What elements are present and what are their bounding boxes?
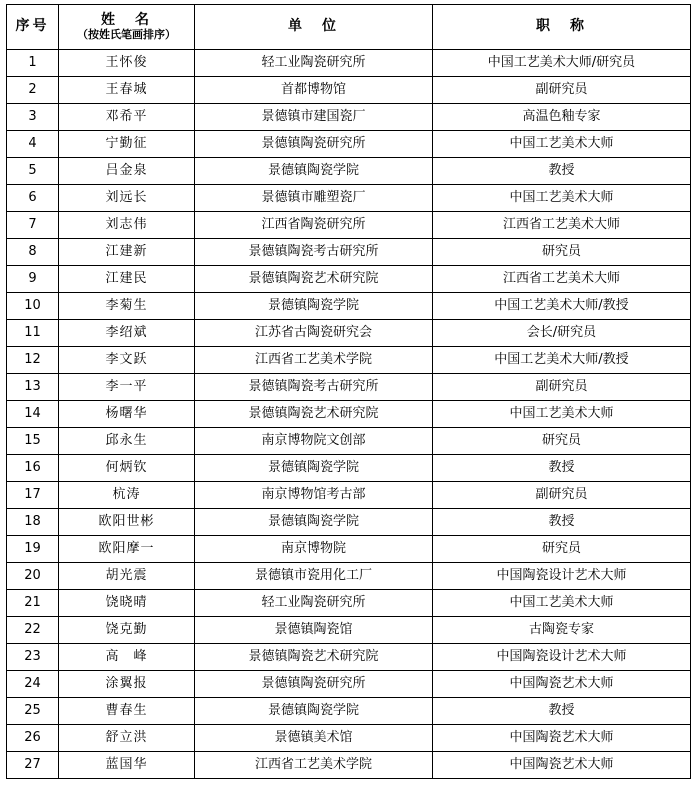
cell-no: 1 (7, 50, 59, 77)
cell-title: 中国工艺美术大师/教授 (433, 347, 691, 374)
cell-no: 23 (7, 644, 59, 671)
cell-title: 中国工艺美术大师 (433, 131, 691, 158)
cell-name: 饶晓晴 (59, 590, 195, 617)
cell-name: 刘远长 (59, 185, 195, 212)
cell-name: 王春城 (59, 77, 195, 104)
table-row (7, 239, 691, 266)
table-row (7, 590, 691, 617)
cell-name: 何炳钦 (59, 455, 195, 482)
cell-org: 景德镇陶瓷研究所 (195, 131, 433, 158)
cell-title: 江西省工艺美术大师 (433, 212, 691, 239)
cell-org: 景德镇市雕塑瓷厂 (195, 185, 433, 212)
cell-org: 景德镇陶瓷学院 (195, 158, 433, 185)
column-header-org (195, 5, 433, 50)
cell-title: 中国工艺美术大师/研究员 (433, 50, 691, 77)
cell-title: 中国陶瓷艺术大师 (433, 752, 691, 779)
cell-title: 教授 (433, 158, 691, 185)
cell-org: 景德镇陶瓷学院 (195, 455, 433, 482)
cell-org: 轻工业陶瓷研究所 (195, 590, 433, 617)
column-header-name-label: 姓 名 (101, 11, 152, 28)
cell-no: 12 (7, 347, 59, 374)
cell-name: 曹春生 (59, 698, 195, 725)
column-header-title-label: 职 称 (536, 18, 587, 35)
cell-no: 16 (7, 455, 59, 482)
cell-no: 26 (7, 725, 59, 752)
cell-name: 胡光震 (59, 563, 195, 590)
cell-no: 17 (7, 482, 59, 509)
cell-name: 李菊生 (59, 293, 195, 320)
table-row (7, 50, 691, 77)
cell-no: 6 (7, 185, 59, 212)
cell-name: 王怀俊 (59, 50, 195, 77)
cell-no: 27 (7, 752, 59, 779)
cell-title: 副研究员 (433, 374, 691, 401)
cell-name: 高 峰 (59, 644, 195, 671)
cell-title: 研究员 (433, 239, 691, 266)
cell-org: 南京博物馆考古部 (195, 482, 433, 509)
cell-org: 景德镇陶瓷考古研究所 (195, 374, 433, 401)
cell-no: 4 (7, 131, 59, 158)
cell-name: 李绍斌 (59, 320, 195, 347)
cell-org: 景德镇陶瓷研究所 (195, 671, 433, 698)
cell-org: 江西省陶瓷研究所 (195, 212, 433, 239)
cell-name: 欧阳摩一 (59, 536, 195, 563)
cell-name: 杭涛 (59, 482, 195, 509)
cell-name: 杨曙华 (59, 401, 195, 428)
cell-title: 中国陶瓷设计艺术大师 (433, 563, 691, 590)
cell-org: 景德镇陶瓷学院 (195, 698, 433, 725)
cell-no: 20 (7, 563, 59, 590)
column-header-name (59, 5, 195, 50)
cell-name: 李一平 (59, 374, 195, 401)
cell-name: 刘志伟 (59, 212, 195, 239)
header-row (7, 5, 691, 50)
cell-org: 南京博物院文创部 (195, 428, 433, 455)
table-row (7, 77, 691, 104)
table-row (7, 266, 691, 293)
cell-no: 13 (7, 374, 59, 401)
cell-title: 古陶瓷专家 (433, 617, 691, 644)
table-row (7, 563, 691, 590)
cell-name: 江建民 (59, 266, 195, 293)
cell-title: 中国工艺美术大师 (433, 401, 691, 428)
cell-org: 景德镇陶瓷艺术研究院 (195, 401, 433, 428)
cell-org: 轻工业陶瓷研究所 (195, 50, 433, 77)
cell-name: 涂翼报 (59, 671, 195, 698)
cell-org: 景德镇美术馆 (195, 725, 433, 752)
cell-name: 邱永生 (59, 428, 195, 455)
cell-org: 江西省工艺美术学院 (195, 752, 433, 779)
cell-no: 9 (7, 266, 59, 293)
cell-no: 11 (7, 320, 59, 347)
table-row (7, 698, 691, 725)
expert-roster-table (6, 4, 691, 779)
cell-title: 江西省工艺美术大师 (433, 266, 691, 293)
cell-title: 中国工艺美术大师 (433, 590, 691, 617)
cell-no: 21 (7, 590, 59, 617)
table-row (7, 158, 691, 185)
cell-name: 邓希平 (59, 104, 195, 131)
cell-name: 蓝国华 (59, 752, 195, 779)
cell-name: 吕金泉 (59, 158, 195, 185)
cell-title: 中国陶瓷艺术大师 (433, 725, 691, 752)
column-header-no-label: 序号 (15, 18, 50, 35)
cell-org: 首都博物馆 (195, 77, 433, 104)
table-row (7, 131, 691, 158)
cell-title: 中国陶瓷设计艺术大师 (433, 644, 691, 671)
table-row (7, 185, 691, 212)
cell-no: 10 (7, 293, 59, 320)
table-row (7, 482, 691, 509)
table-row (7, 536, 691, 563)
table-row (7, 374, 691, 401)
cell-no: 8 (7, 239, 59, 266)
cell-org: 景德镇陶瓷学院 (195, 509, 433, 536)
cell-title: 高温色釉专家 (433, 104, 691, 131)
cell-title: 副研究员 (433, 77, 691, 104)
table-row (7, 293, 691, 320)
cell-org: 景德镇陶瓷考古研究所 (195, 239, 433, 266)
cell-org: 江苏省古陶瓷研究会 (195, 320, 433, 347)
table-row (7, 455, 691, 482)
cell-org: 景德镇市建国瓷厂 (195, 104, 433, 131)
cell-title: 中国工艺美术大师/教授 (433, 293, 691, 320)
table-row (7, 320, 691, 347)
table-row (7, 644, 691, 671)
column-header-no (7, 5, 59, 50)
cell-no: 22 (7, 617, 59, 644)
cell-name: 李文跃 (59, 347, 195, 374)
cell-name: 舒立洪 (59, 725, 195, 752)
cell-org: 景德镇市瓷用化工厂 (195, 563, 433, 590)
column-header-name-sublabel: （按姓氏笔画排序） (77, 28, 176, 42)
cell-name: 宁勤征 (59, 131, 195, 158)
cell-title: 会长/研究员 (433, 320, 691, 347)
cell-title: 教授 (433, 455, 691, 482)
table-row (7, 104, 691, 131)
cell-no: 19 (7, 536, 59, 563)
cell-no: 24 (7, 671, 59, 698)
cell-org: 景德镇陶瓷艺术研究院 (195, 644, 433, 671)
cell-title: 研究员 (433, 428, 691, 455)
cell-title: 中国工艺美术大师 (433, 185, 691, 212)
table-body (7, 50, 691, 779)
cell-org: 江西省工艺美术学院 (195, 347, 433, 374)
cell-title: 中国陶瓷艺术大师 (433, 671, 691, 698)
table-row (7, 347, 691, 374)
cell-org: 景德镇陶瓷学院 (195, 293, 433, 320)
cell-title: 教授 (433, 698, 691, 725)
cell-no: 14 (7, 401, 59, 428)
table-row (7, 617, 691, 644)
cell-no: 7 (7, 212, 59, 239)
cell-no: 3 (7, 104, 59, 131)
cell-no: 25 (7, 698, 59, 725)
cell-no: 5 (7, 158, 59, 185)
table-row (7, 725, 691, 752)
table-header (7, 5, 691, 50)
table-row (7, 212, 691, 239)
cell-name: 江建新 (59, 239, 195, 266)
cell-org: 景德镇陶瓷馆 (195, 617, 433, 644)
cell-no: 15 (7, 428, 59, 455)
column-header-org-label: 单 位 (288, 18, 339, 35)
cell-org: 南京博物院 (195, 536, 433, 563)
table-row (7, 671, 691, 698)
cell-no: 2 (7, 77, 59, 104)
table-row (7, 428, 691, 455)
column-header-title (433, 5, 691, 50)
cell-name: 饶克勤 (59, 617, 195, 644)
table-row (7, 752, 691, 779)
cell-title: 教授 (433, 509, 691, 536)
table-row (7, 509, 691, 536)
table-row (7, 401, 691, 428)
cell-title: 副研究员 (433, 482, 691, 509)
cell-name: 欧阳世彬 (59, 509, 195, 536)
cell-no: 18 (7, 509, 59, 536)
cell-org: 景德镇陶瓷艺术研究院 (195, 266, 433, 293)
cell-title: 研究员 (433, 536, 691, 563)
